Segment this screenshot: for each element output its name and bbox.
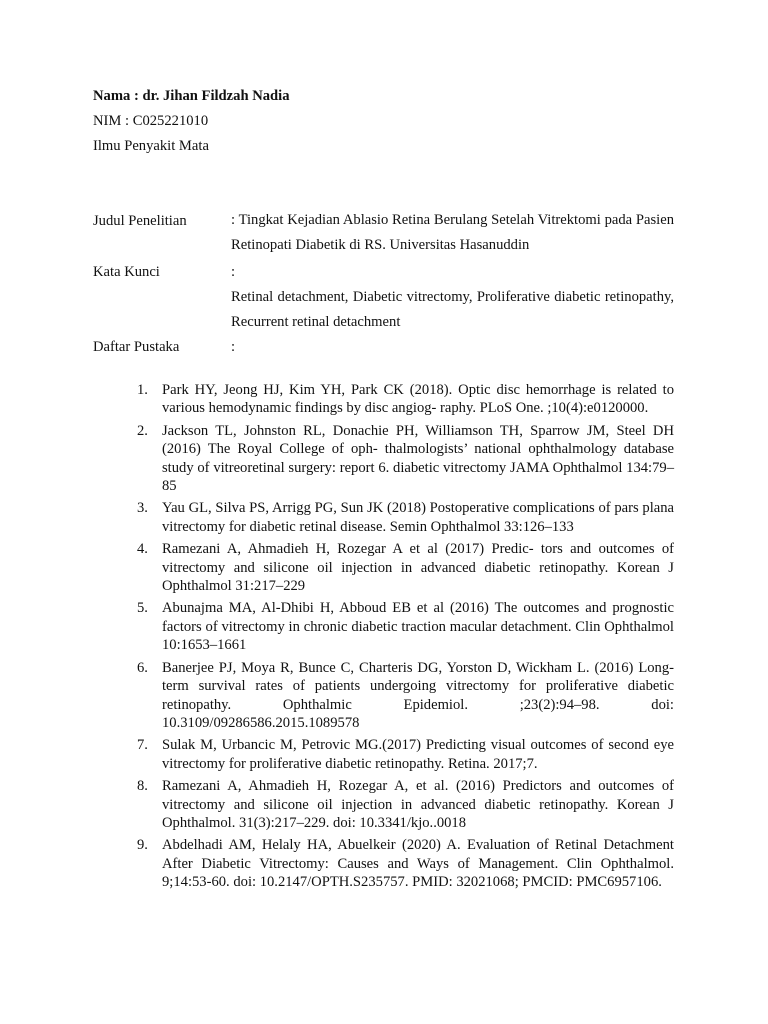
kata-kunci-label: Kata Kunci [93, 264, 160, 280]
reference-number: 9. [137, 837, 148, 854]
kata-kunci-colon: : [231, 264, 236, 280]
reference-number: 5. [137, 600, 148, 617]
reference-text: Park HY, Jeong HJ, Kim YH, Park CK (2018). Optic disc hemorrhage is related to various hemodynamic findings by disc angiog- raphy. PLoS One. ;10(4):e0120000. [162, 382, 674, 417]
department: Ilmu Penyakit Mata [93, 138, 209, 154]
reference-number: 3. [137, 500, 148, 517]
judul-label: Judul Penelitian [93, 213, 187, 229]
reference-text: Ramezani A, Ahmadieh H, Rozegar A et al (2017) Predic- tors and outcomes of vitrectomy and silicone oil injection in advanced diabetic retinopathy. Korean J Ophthalmol 31:217–229 [162, 541, 674, 595]
reference-number: 6. [137, 659, 148, 676]
reference-text: Banerjee PJ, Moya R, Bunce C, Charteris DG, Yorston D, Wickham L. (2016) Long-term survival rates of patients undergoing vitrectomy for proliferative diabetic retinopathy. Ophthalmic Epidemiol. ;23(2):94–98. doi: 10.3109/09286586.2015.1089578 [162, 659, 674, 731]
reference-item [130, 659, 674, 733]
reference-number: 2. [137, 422, 148, 439]
reference-text: Ramezani A, Ahmadieh H, Rozegar A, et al. (2016) Predictors and outcomes of vitrectomy and silicone oil injection in advanced diabetic retinopathy. Korean J Ophthalmol. 31(3):217–229. doi: 10.3341/kjo..0018 [162, 778, 674, 831]
reference-text: Sulak M, Urbancic M, Petrovic MG.(2017) Predicting visual outcomes of second eye vitrectomy for proliferative diabetic retinopathy. Retina. 2017;7. [162, 737, 674, 772]
reference-item [130, 836, 674, 891]
reference-number: 7. [137, 737, 148, 754]
reference-item [130, 499, 674, 536]
reference-text: Yau GL, Silva PS, Arrigg PG, Sun JK (2018) Postoperative complications of pars plana vitrectomy for diabetic retinal disease. Semin Ophthalmol 33:126–133 [162, 500, 674, 535]
kata-kunci-value: Retinal detachment, Diabetic vitrectomy, Proliferative diabetic retinopathy, Recurrent retinal detachment [231, 289, 674, 330]
reference-item [130, 599, 674, 654]
reference-text: Abunajma MA, Al-Dhibi H, Abboud EB et al (2016) The outcomes and prognostic factors of vitrectomy in chronic diabetic traction macular detachment. Clin Ophthalmol 10:1653–1661 [162, 600, 674, 654]
daftar-pustaka-colon: : [231, 339, 236, 355]
student-nim: NIM : C025221010 [93, 113, 209, 129]
reference-list [130, 381, 674, 896]
reference-number: 1. [137, 382, 148, 398]
reference-item [130, 540, 674, 595]
reference-number: 4. [137, 541, 148, 558]
reference-text: Jackson TL, Johnston RL, Donachie PH, Williamson TH, Sparrow JM, Steel DH (2016) The Royal College of oph- thalmologists’ national ophthalmology database study of vitreoretinal surgery: report 6. diabetic vitrectomy JAMA Ophthalmol 134:79–85 [162, 422, 674, 495]
reference-item [130, 736, 674, 773]
reference-item [130, 777, 674, 832]
reference-number: 8. [137, 778, 148, 795]
reference-item [130, 381, 674, 418]
reference-item [130, 422, 674, 496]
student-name: Nama : dr. Jihan Fildzah Nadia [93, 88, 290, 104]
judul-value: : Tingkat Kejadian Ablasio Retina Berulang Setelah Vitrektomi pada Pasien Retinopati Diabetik di RS. Universitas Hasanuddin [231, 212, 674, 253]
reference-text: Abdelhadi AM, Helaly HA, Abuelkeir (2020) A. Evaluation of Retinal Detachment After Diabetic Vitrectomy: Causes and Ways of Management. Clin Ophthalmol. 9;14:53-60. doi: 10.2147/OPTH.S235757. PMID: 32021068; PMCID: PMC6957106. [162, 837, 674, 891]
daftar-pustaka-label: Daftar Pustaka [93, 339, 180, 355]
